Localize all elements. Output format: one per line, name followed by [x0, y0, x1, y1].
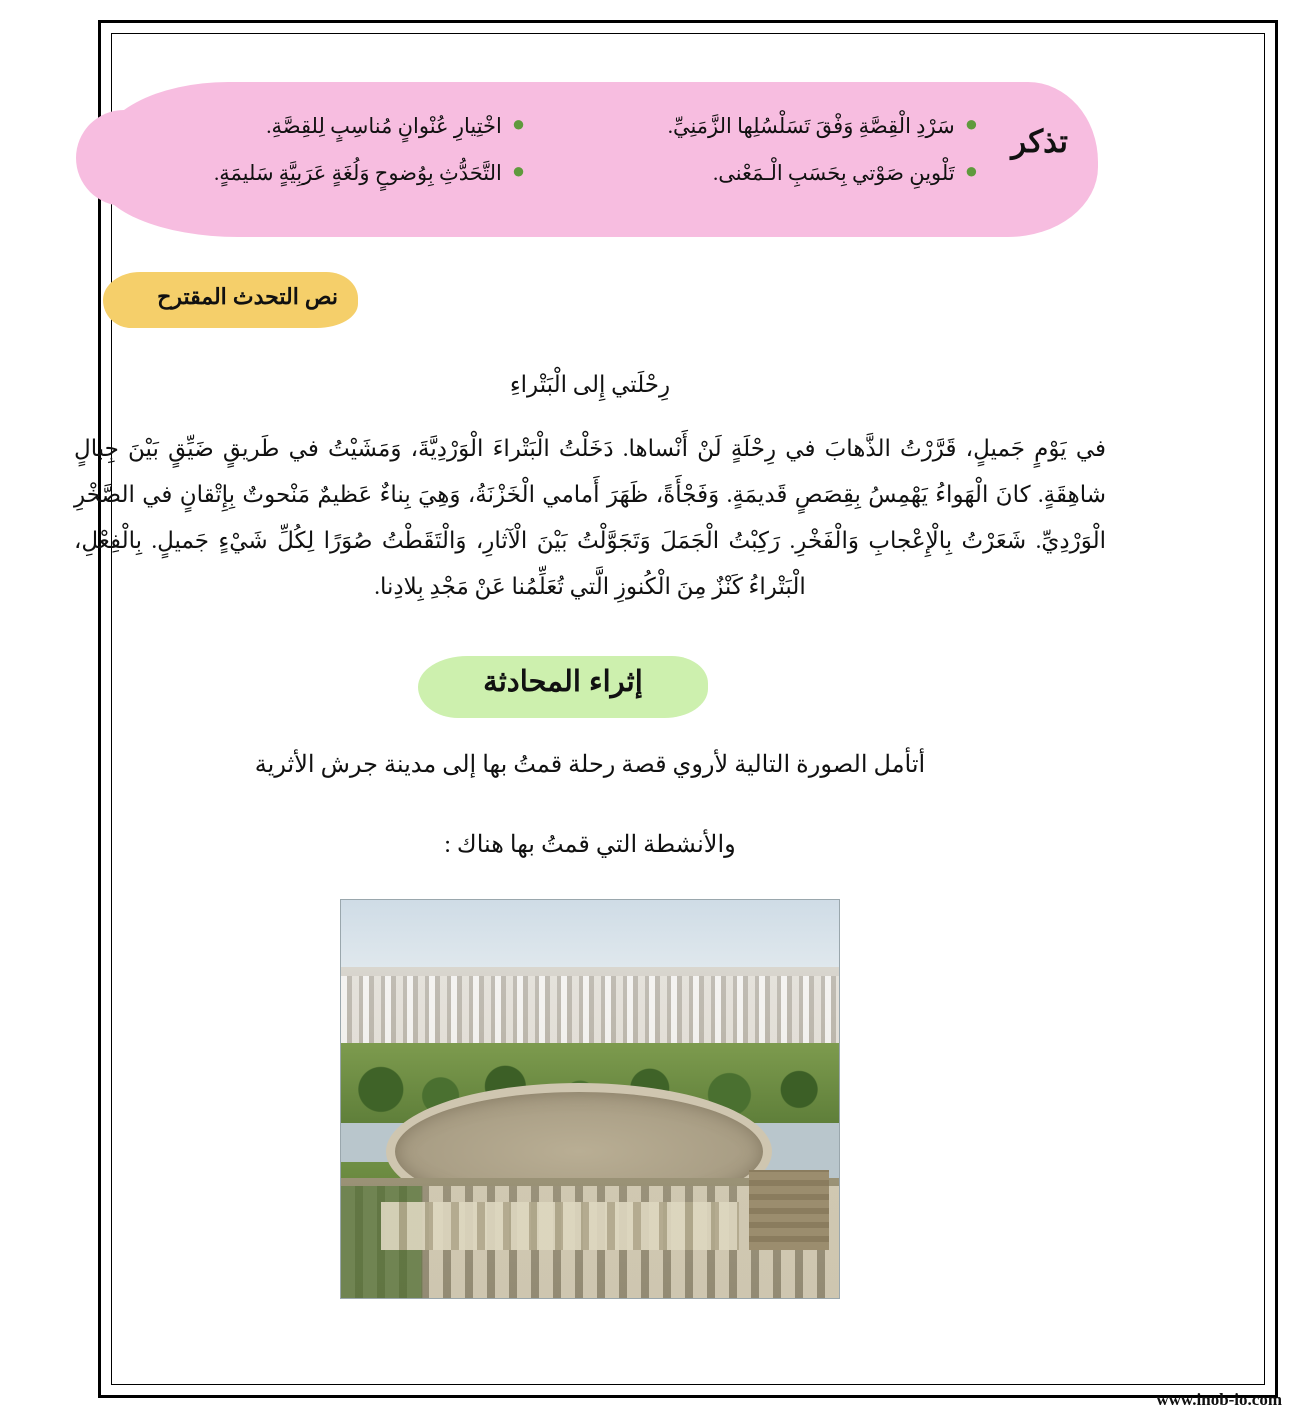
photo-container [52, 899, 1128, 1299]
story-title: رِحْلَتي إِلى الْبَتْراءِ [509, 372, 671, 397]
reminder-lists [132, 104, 978, 189]
list-item [132, 159, 525, 188]
reminder-item-label: اخْتِيارِ عُنْوانٍ مُناسِبٍ لِلقِصَّةِ. [266, 114, 502, 138]
suggested-text-label [52, 272, 1128, 346]
bullet-icon: ● [964, 158, 978, 184]
reminder-item-label: التَّحَدُّثِ بِوُضوحٍ وَلُغَةٍ عَرَبِيَّةٍ سَليمَةٍ. [214, 161, 502, 186]
reminder-column-right [132, 104, 525, 189]
reminder-title: تذكر [1011, 124, 1068, 159]
list-item [132, 112, 525, 141]
suggested-text-label-text: نص التحدث المقترح [157, 284, 338, 309]
enrichment-heading-text: إثراء المحادثة [483, 666, 643, 698]
list-item [565, 159, 978, 188]
reminder-item-label: تَلْوينِ صَوْتي بِحَسَبِ الْـمَعْنى. [712, 161, 955, 186]
story-body: في يَوْمٍ جَميلٍ، قَرَّرْتُ الذَّهابَ في رِحْلَةٍ لَنْ أَنْساها. دَخَلْتُ الْبَتْراءَ الْوَرْدِيَّةَ، وَمَشَيْتُ في طَريقٍ ضَيِّقٍ بَيْنَ جِبالٍ شاهِقَةٍ. كانَ الْهَواءُ يَهْمِسُ بِقِصَصٍ قَديمَةٍ. وَفَجْأَةً، ظَهَرَ أَمامي الْخَزْنَةُ، وَهِيَ بِناءٌ عَظيمٌ مَنْحوتٌ بِإِتْقانٍ في الصَّخْرِ الْوَرْدِيِّ. شَعَرْتُ بِالْإِعْجابِ وَالْفَخْرِ. رَكِبْتُ الْجَمَلَ وَتَجَوَّلْتُ بَيْنَ الْآثارِ، وَالْتَقَطْتُ صُوَرًا لِكُلِّ شَيْءٍ جَميلٍ. بِالْفِعْلِ، الْبَتْراءُ كَنْزٌ مِنَ الْكُنوزِ الَّتي تُعَلِّمُنا عَنْ مَجْدِ بِلادِنا. [74, 436, 1106, 599]
enrichment-heading [52, 646, 1128, 746]
photo-cityscape [341, 967, 839, 1055]
watermark: www.inob-io.com [1156, 1390, 1282, 1409]
photo-stone-building [749, 1170, 829, 1250]
list-item [565, 112, 978, 141]
bullet-icon: ● [964, 111, 978, 136]
bullet-icon: ● [511, 158, 526, 184]
reminder-band [52, 82, 1128, 252]
reminder-item-label: سَرْدِ الْقِصَّةِ وَفْقَ تَسَلْسُلِها الزَّمَنِيِّ. [667, 114, 955, 138]
photo-ruins-secondary [381, 1202, 740, 1250]
jerash-photo [340, 899, 840, 1299]
reminder-column-left [565, 104, 978, 189]
task-line-1: أتأمل الصورة التالية لأروي قصة رحلة قمتُ بها إلى مدينة جرش الأثرية [254, 752, 926, 778]
bullet-icon: ● [511, 111, 526, 136]
task-line-2: والأنشطة التي قمتُ بها هناك : [444, 832, 736, 859]
